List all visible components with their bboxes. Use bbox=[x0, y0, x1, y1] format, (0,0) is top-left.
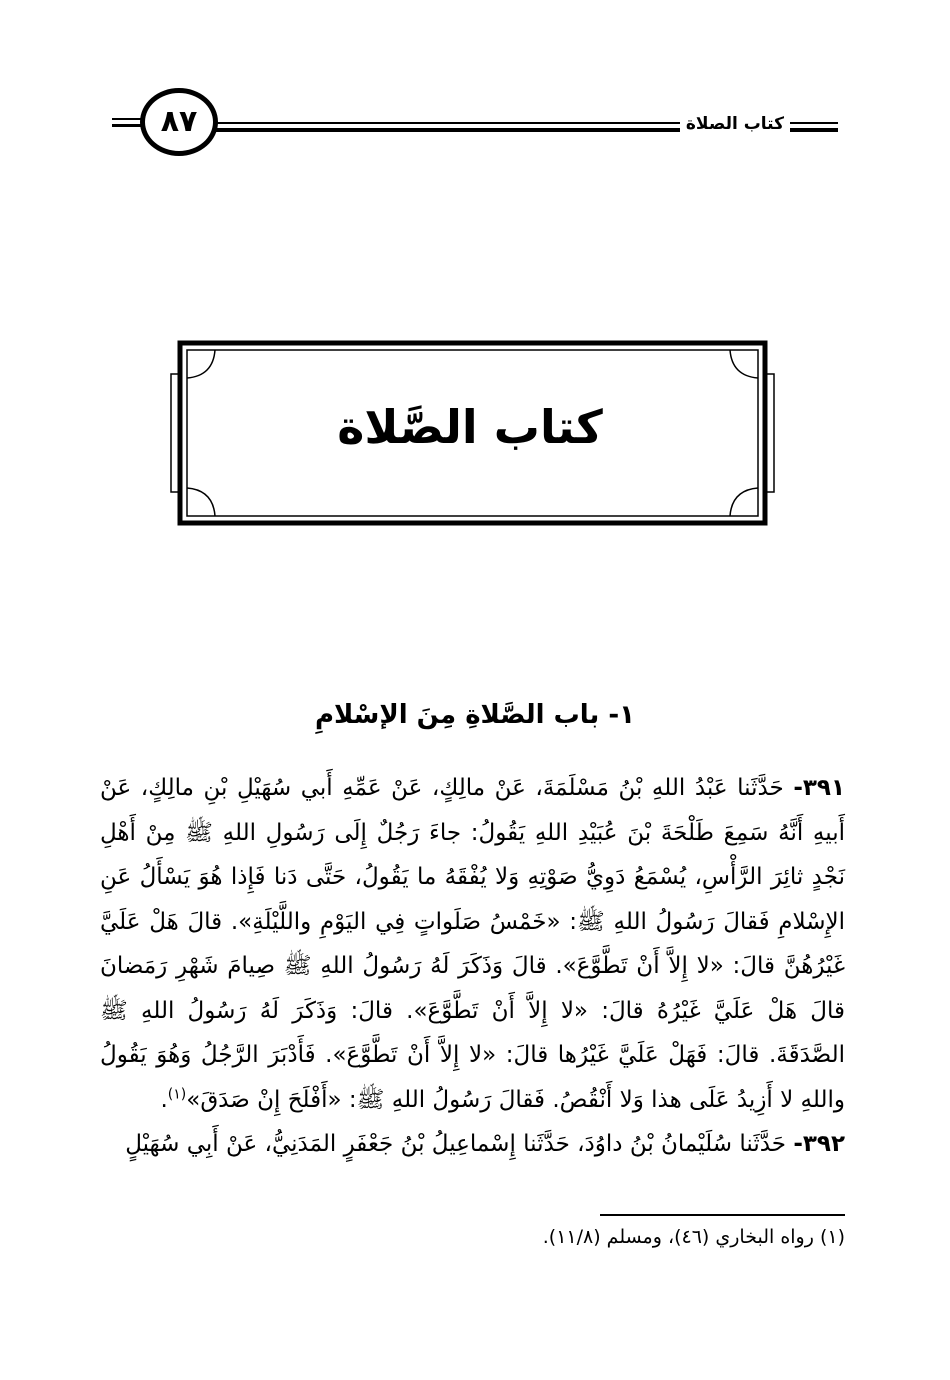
running-title: كتاب الصلاة bbox=[680, 114, 790, 134]
hadith-paragraph bbox=[100, 766, 845, 1122]
page-number: ٨٧ bbox=[160, 104, 198, 139]
book-title: كتاب الصَّلاة bbox=[337, 400, 603, 454]
hadith-paragraph bbox=[100, 1122, 845, 1167]
hadith-text: حَدَّثَنا عَبْدُ اللهِ بْنُ مَسْلَمَةَ، عَنْ مالِكٍ، عَنْ عَمِّهِ أَبي سُهَيْلِ بْنِ مالِكٍ، عَنْ أَبيهِ أَنَّهُ سَمِعَ طَلْحَةَ بْنَ عُبَيْدِ اللهِ يَقُولُ: جاءَ رَجُلٌ إِلَى رَسُولِ اللهِ ﷺ مِنْ أَهْلِ نَجْدٍ ثائِرَ الرَّأْسِ، يُسْمَعُ دَوِيُّ صَوْتِهِ وَلا يُفْقَهُ ما يَقُولُ، حَتَّى دَنا فَإِذا هُوَ يَسْأَلُ عَنِ الإِسْلامِ فَقالَ رَسُولُ اللهِ ﷺ: «خَمْسُ صَلَواتٍ فِي اليَوْمِ واللَّيْلَةِ». قالَ هَلْ عَلَيَّ غَيْرُهُنَّ قالَ: «لا إِلاَّ أَنْ تَطَّوَّعَ». قالَ وَذَكَرَ لَهُ رَسُولُ اللهِ ﷺ صِيامَ شَهْرِ رَمَضانَ قالَ هَلْ عَلَيَّ غَيْرُهُ قالَ: «لا إِلاَّ أَنْ تَطَّوَّعَ». قالَ: وَذَكَرَ لَهُ رَسُولُ اللهِ ﷺ الصَّدَقَةَ. قالَ: فَهَلْ عَلَيَّ غَيْرُها قالَ: «لا إِلاَّ أَنْ تَطَّوَّعَ». فَأَدْبَرَ الرَّجُلُ وَهُوَ يَقُولُ واللهِ لا أَزِيدُ عَلَى هذا وَلا أَنْقُصُ. فَقالَ رَسُولُ اللهِ ﷺ: «أَفْلَحَ إِنْ صَدَقَ» bbox=[100, 775, 845, 1113]
hadith-text: حَدَّثَنا سُلَيْمانُ بْنُ داوُدَ، حَدَّثَنا إِسْماعِيلُ بْنُ جَعْفَرٍ المَدَنِيُّ، عَنْ أَبِي سُهَيْلٍ bbox=[125, 1131, 787, 1157]
footnote-rule bbox=[600, 1214, 845, 1216]
body-text bbox=[100, 766, 845, 1167]
footnote-reference: (١) bbox=[167, 1085, 187, 1102]
hadith-end: . bbox=[160, 1086, 168, 1113]
chapter-heading: ١- باب الصَّلاةِ مِنَ الإسْلامِ bbox=[314, 700, 636, 730]
hadith-number: ٣٩١- bbox=[793, 775, 845, 801]
page-number-badge bbox=[140, 88, 218, 156]
hadith-number: ٣٩٢- bbox=[793, 1131, 845, 1157]
footnote: (١) رواه البخاري (٤٦)، ومسلم (١١/٨). bbox=[542, 1226, 845, 1248]
